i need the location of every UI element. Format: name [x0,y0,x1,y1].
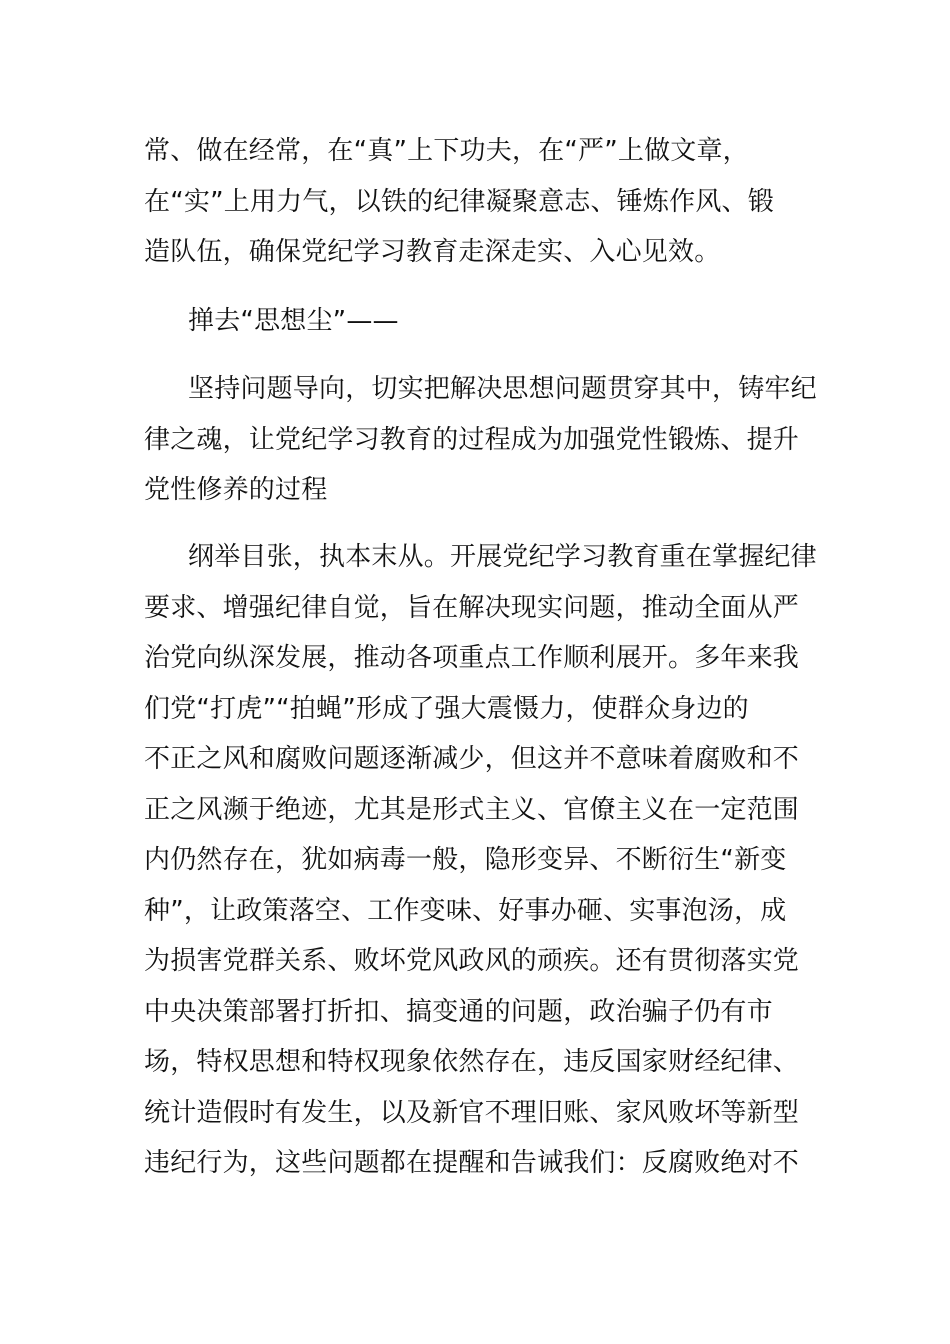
text-line: 中央决策部署打折扣、搞变通的问题，政治骗子仍有市 [144,996,773,1027]
text-line: 们党“打虎”“拍蝇”形成了强大震慑力，使群众身边的 [144,693,749,724]
section-heading-text: 掸去“思想尘”—— [188,306,399,336]
text-line: 为损害党群关系、败坏党风政风的顽疾。还有贯彻落实党 [144,946,800,976]
text-line: 不正之风和腐败问题逐渐减少，但这并不意味着腐败和不 [144,744,800,774]
text-line: 种”，让政策落空、工作变味、好事办砸、实事泡汤，成 [144,895,787,926]
text-line: 律之魂，让党纪学习教育的过程成为加强党性锻炼、提升 [144,424,800,455]
text-line: 坚持问题导向，切实把解决思想问题贯穿其中，铸牢纪 [188,374,817,404]
paragraph-subtitle [144,364,824,516]
text-line: 场，特权思想和特权现象依然存在，违反国家财经纪律、 [144,1047,800,1077]
text-line: 党性修养的过程 [144,475,328,505]
text-line: 正之风濒于绝迹，尤其是形式主义、官僚主义在一定范围 [144,794,800,825]
text-line: 内仍然存在，犹如病毒一般，隐形变异、不断衍生“新变 [144,845,787,875]
paragraph-body [144,532,824,1189]
text-line: 造队伍，确保党纪学习教育走深走实、入心见效。 [144,237,721,267]
text-line: 违纪行为，这些问题都在提醒和告诫我们：反腐败绝对不 [144,1148,800,1178]
text-line: 要求、增强纪律自觉，旨在解决现实问题，推动全面从严 [144,592,800,623]
text-line: 常、做在经常，在“真”上下功夫，在“严”上做文章， [144,136,749,166]
text-line: 纲举目张，执本末从。开展党纪学习教育重在掌握纪律 [188,542,817,572]
section-heading [144,296,824,347]
text-line: 在“实”上用力气，以铁的纪律凝聚意志、锤炼作风、锻 [144,186,774,217]
paragraph-continuation [144,126,824,278]
text-line: 治党向纵深发展，推动各项重点工作顺利展开。多年来我 [144,643,800,673]
text-line: 统计造假时有发生，以及新官不理旧账、家风败坏等新型 [144,1097,800,1128]
